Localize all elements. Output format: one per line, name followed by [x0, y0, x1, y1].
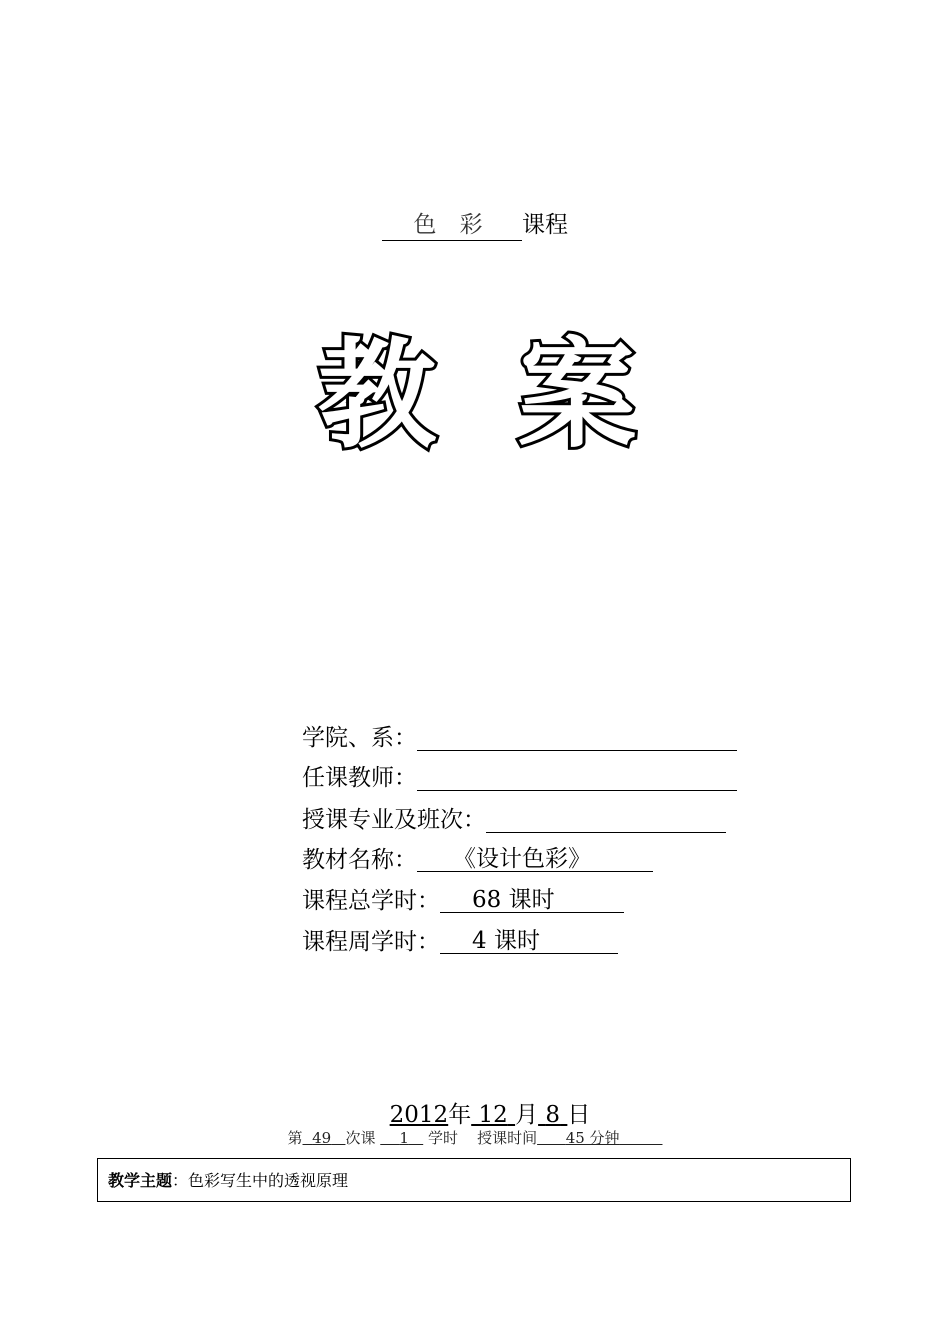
info-weekly-hours-value: 4 课时	[440, 924, 618, 954]
date-month-unit: 月	[515, 1102, 539, 1128]
date-day: 8	[545, 1102, 561, 1128]
info-label: 课程总学时：	[302, 888, 440, 914]
date-day-unit: 日	[567, 1102, 591, 1128]
info-label: 课程周学时：	[302, 929, 440, 955]
session-line	[0, 1127, 950, 1148]
session-time-label: 授课时间	[477, 1129, 538, 1147]
info-textbook-value: 《设计色彩》	[417, 842, 653, 872]
course-title-line	[0, 206, 950, 241]
course-suffix: 课程	[522, 212, 568, 238]
theme-colon: ：	[172, 1171, 189, 1190]
date-year-unit: 年	[448, 1102, 472, 1128]
info-row-department	[302, 720, 737, 756]
info-row-teacher	[302, 760, 737, 796]
teaching-theme-box	[97, 1158, 851, 1202]
date-year: 2012	[389, 1102, 449, 1128]
heading-char-an: 案	[518, 326, 637, 464]
session-hours: 1	[399, 1129, 409, 1147]
session-time: 45 分钟	[565, 1129, 620, 1147]
session-number: 49	[312, 1129, 332, 1147]
theme-value: 色彩写生中的透视原理	[188, 1171, 349, 1190]
course-name: 色 彩	[413, 212, 491, 238]
info-total-hours-value: 68 课时	[440, 883, 624, 913]
course-name-blank	[382, 206, 522, 241]
info-row-major-class	[302, 802, 726, 838]
info-row-weekly-hours	[302, 924, 618, 960]
info-label: 任课教师：	[302, 765, 417, 791]
theme-label: 教学主题	[108, 1171, 173, 1190]
info-row-textbook	[302, 842, 653, 878]
session-prefix: 第	[287, 1129, 303, 1147]
session-lesson-unit: 次课	[345, 1129, 376, 1147]
info-blank	[417, 760, 737, 791]
date-line	[0, 1096, 950, 1129]
date-month: 12	[478, 1102, 508, 1128]
info-blank	[486, 802, 726, 833]
info-label: 授课专业及班次：	[302, 807, 486, 833]
session-hours-unit: 学时	[427, 1129, 458, 1147]
info-row-total-hours	[302, 883, 624, 919]
info-blank	[417, 720, 737, 751]
info-label: 教材名称：	[302, 847, 417, 873]
heading-char-jiao: 教	[318, 326, 437, 464]
lesson-plan-heading	[0, 300, 950, 464]
info-label: 学院、系：	[302, 725, 417, 751]
